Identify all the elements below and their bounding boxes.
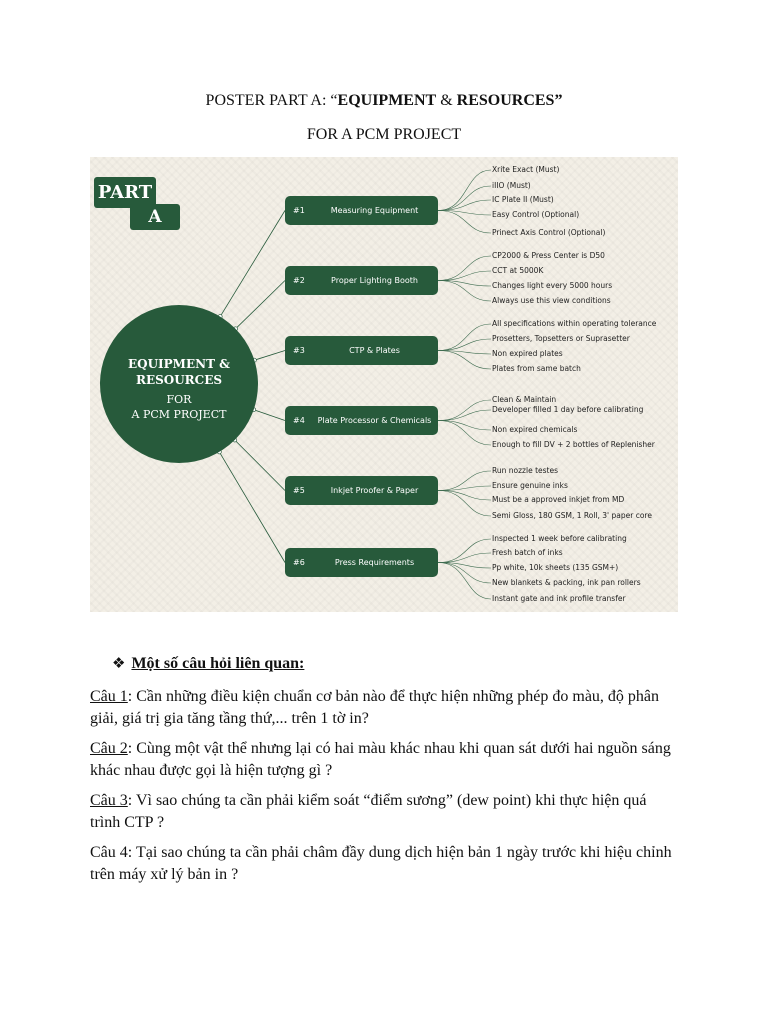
poster-subtitle: FOR A PCM PROJECT — [306, 126, 462, 143]
title-equipment: EQUIPMENT — [337, 92, 437, 109]
node-item: Always use this view conditions — [492, 296, 611, 305]
branch-connector — [219, 452, 285, 563]
node-item: Semi Gloss, 180 GSM, 1 Roll, 3' paper core — [492, 511, 652, 520]
node-item: CCT at 5000K — [492, 266, 544, 275]
question-2 — [90, 738, 680, 782]
question-3 — [90, 790, 680, 834]
poster-title — [0, 92, 768, 110]
branch-connector — [235, 440, 285, 491]
node-item: Run nozzle testes — [492, 466, 558, 475]
node-label: Press Requirements — [334, 557, 415, 567]
item-connector — [438, 553, 491, 563]
node-label: CTP & Plates — [349, 345, 400, 355]
item-connector — [438, 324, 491, 351]
part-letter: A — [130, 204, 180, 230]
question-text: : Vì sao chúng ta cần phải kiểm soát “điểm sương” (dew point) khi thực hiện quá trình CTP ? — [90, 792, 647, 831]
section-heading — [112, 654, 304, 673]
node-number: #6 — [293, 558, 305, 567]
node-item: Ensure genuine inks — [492, 481, 568, 490]
node-label: Plate Processor & Chemicals — [317, 415, 432, 425]
node-item: Fresh batch of inks — [492, 548, 563, 557]
item-connector — [438, 186, 491, 211]
item-connector — [438, 563, 491, 584]
node-item: Pp white, 10k sheets (135 GSM+) — [492, 563, 619, 572]
item-connector — [438, 471, 491, 491]
node-2 — [285, 266, 438, 295]
question-label: Câu 2 — [90, 740, 128, 757]
node-number: #3 — [293, 346, 305, 355]
item-connector — [438, 281, 491, 302]
node-item: Must be a approved inkjet from MD — [492, 495, 625, 504]
question-label: Câu 1 — [90, 688, 128, 705]
node-item: Prinect Axis Control (Optional) — [492, 228, 606, 237]
node-number: #1 — [293, 206, 305, 215]
node-4 — [285, 406, 438, 435]
node-item: Enough to fill DV + 2 bottles of Replenisher — [492, 440, 655, 449]
title-amp: & — [436, 92, 457, 109]
node-number: #2 — [293, 276, 305, 285]
branch-connector — [254, 351, 285, 361]
center-line-2: RESOURCES — [135, 373, 223, 387]
question-text: : Tại sao chúng ta cần phải châm đầy dung dịch hiện bản 1 ngày trước khi hiệu chỉnh trên máy xử lý bản in ? — [90, 844, 672, 883]
question-label: Câu 3 — [90, 792, 128, 809]
item-connector — [438, 491, 491, 501]
node-item: iIIO (Must) — [492, 181, 531, 190]
item-connector — [438, 491, 491, 517]
node-label: Inkjet Proofer & Paper — [330, 485, 419, 495]
node-6 — [285, 548, 438, 577]
item-connector — [438, 421, 491, 431]
branch-connector — [254, 410, 285, 421]
node-3 — [285, 336, 438, 365]
question-1 — [90, 686, 680, 730]
node-item: Prosetters, Topsetters or Suprasetter — [492, 334, 630, 343]
node-item: Inspected 1 week before calibrating — [492, 534, 627, 543]
node-item: IC Plate II (Must) — [492, 195, 554, 204]
mindmap-poster — [90, 157, 678, 612]
node-item: Non expired chemicals — [492, 425, 578, 434]
node-label: Measuring Equipment — [330, 205, 419, 215]
node-item: New blankets & packing, ink pan rollers — [492, 578, 641, 587]
branch-connector — [220, 211, 285, 317]
part-label: PART — [94, 177, 156, 208]
branch-connector — [236, 281, 285, 329]
center-line-4: A PCM PROJECT — [131, 408, 227, 421]
item-connector — [438, 170, 491, 211]
node-item: Developer filled 1 day before calibrating — [492, 405, 644, 414]
item-connector — [438, 200, 491, 211]
item-connector — [438, 211, 491, 234]
item-connector — [438, 539, 491, 563]
node-label: Proper Lighting Booth — [331, 275, 418, 285]
node-item: Plates from same batch — [492, 364, 581, 373]
title-resources: RESOURCES” — [456, 92, 563, 109]
node-item: Changes light every 5000 hours — [492, 281, 613, 290]
item-connector — [438, 339, 491, 351]
node-1 — [285, 196, 438, 225]
question-4 — [90, 842, 680, 886]
center-circle — [100, 305, 258, 463]
question-text: : Cùng một vật thể nhưng lại có hai màu khác nhau khi quan sát dưới hai nguồn sáng khác nhau được gọi là hiện tượng gì ? — [90, 740, 671, 779]
node-item: Instant gate and ink profile transfer — [492, 594, 626, 603]
node-5 — [285, 476, 438, 505]
center-line-1: EQUIPMENT & — [127, 357, 231, 371]
diamond-bullet-icon: ❖ — [112, 654, 126, 672]
center-line-3: FOR — [166, 393, 192, 406]
node-item: Non expired plates — [492, 349, 563, 358]
item-connector — [438, 351, 491, 370]
section-heading-text: Một số câu hỏi liên quan: — [131, 655, 305, 672]
hidden-connector — [200, 210, 285, 309]
question-text: : Cần những điều kiện chuẩn cơ bản nào để thực hiện những phép đo màu, độ phân giải, giá trị gia tăng tầng thứ,... trên 1 tờ in? — [90, 688, 660, 727]
node-item: Xrite Exact (Must) — [492, 165, 560, 174]
node-number: #5 — [293, 486, 305, 495]
question-label: Câu 4 — [90, 844, 128, 861]
node-item: CP2000 & Press Center is D50 — [492, 251, 605, 260]
item-connector — [438, 271, 491, 281]
node-item: Clean & Maintain — [492, 395, 557, 404]
item-connector — [438, 421, 491, 446]
node-number: #4 — [293, 416, 305, 425]
item-connector — [438, 256, 491, 281]
title-prefix: POSTER PART A: “ — [205, 92, 338, 109]
node-item: All specifications within operating tolerance — [492, 319, 657, 328]
node-item: Easy Control (Optional) — [492, 210, 580, 219]
